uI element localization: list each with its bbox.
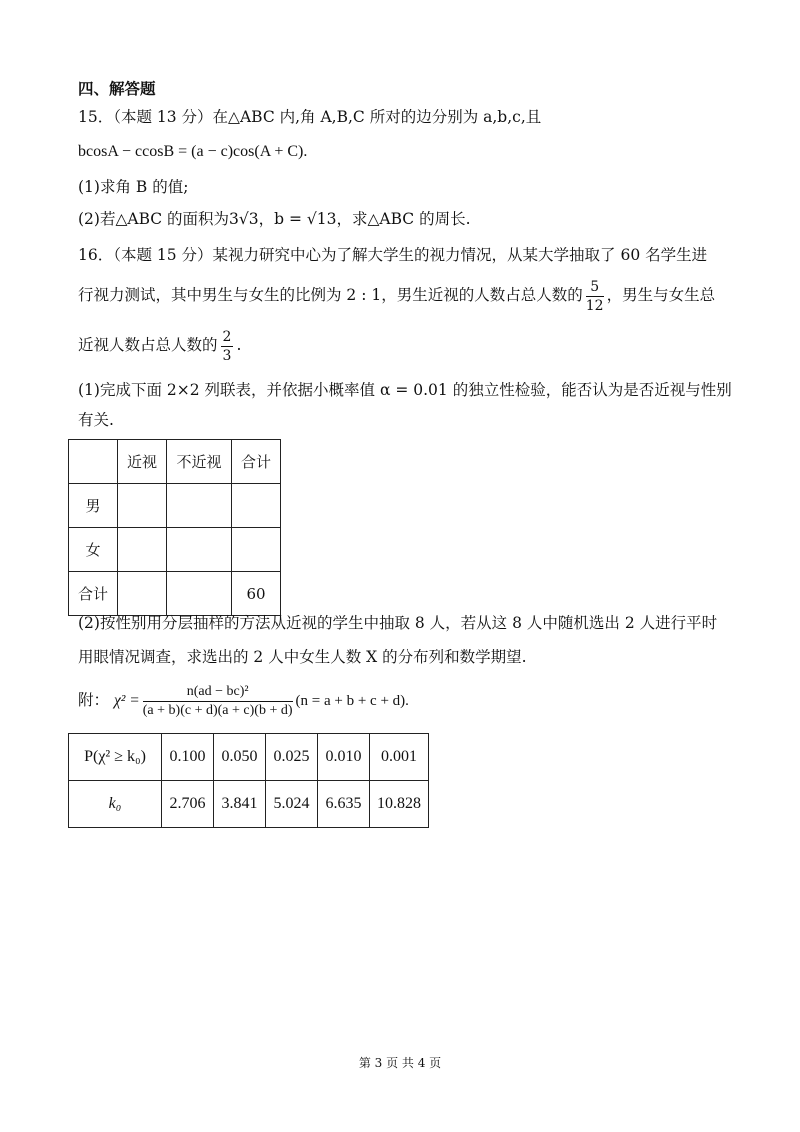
table-row <box>69 484 281 528</box>
table-row-label: 男 <box>69 484 118 528</box>
q16-stem-line2 <box>78 276 715 315</box>
table-row <box>69 734 429 781</box>
table-cell <box>118 572 167 616</box>
table-row-label: 女 <box>69 528 118 572</box>
table-cell <box>167 572 232 616</box>
table-header-cell: 近视 <box>118 440 167 484</box>
table-cell: 5.024 <box>266 781 318 828</box>
fraction-male-myopia <box>586 278 604 315</box>
table-cell <box>232 484 281 528</box>
q15-stem: 15．（本题 13 分）在△ABC 内,角 A,B,C 所对的边分别为 a,b,c,且 <box>78 108 542 126</box>
table-cell: 10.828 <box>370 781 429 828</box>
q16-stem-line1: 16．（本题 15 分）某视力研究中心为了解大学生的视力情况，从某大学抽取了 60 名学生进 <box>78 246 708 264</box>
table-cell: 0.100 <box>162 734 214 781</box>
table-header-cell <box>69 440 118 484</box>
table-header-cell: 不近视 <box>167 440 232 484</box>
q16-stem-line3-tail: . <box>236 336 242 354</box>
q16-stem-line2-text: 行视力测试，其中男生与女生的比例为 2 : 1，男生近视的人数占总人数的 <box>78 286 583 304</box>
q16-part2-line2: 用眼情况调查，求选出的 2 人中女生人数 X 的分布列和数学期望. <box>78 648 527 666</box>
table-cell <box>167 484 232 528</box>
table-cell <box>118 528 167 572</box>
table-cell <box>232 528 281 572</box>
chi-denominator: (a + b)(c + d)(a + c)(b + d) <box>142 702 293 718</box>
table-cell: 2.706 <box>162 781 214 828</box>
table-row-label: P(χ² ≥ k₀) <box>69 734 162 781</box>
chi-fraction <box>143 683 293 720</box>
q16-stem-line3-text: 近视人数占总人数的 <box>78 336 218 354</box>
table-cell: 0.050 <box>214 734 266 781</box>
chi-lhs: χ² = <box>113 692 140 709</box>
chi-condition: (n = a + b + c + d). <box>295 693 409 709</box>
fraction-numerator: 5 <box>586 278 604 297</box>
fraction-total-myopia <box>221 328 234 365</box>
fraction-numerator: 2 <box>222 328 232 345</box>
table-cell: 6.635 <box>318 781 370 828</box>
q16-stem-line3 <box>78 326 241 365</box>
q16-part1-line2: 有关. <box>78 411 114 429</box>
fraction-denominator: 3 <box>222 347 232 364</box>
chi-numerator: n(ad − bc)² <box>143 683 293 702</box>
q16-part1-line1: (1)完成下面 2×2 列联表，并依据小概率值 α = 0.01 的独立性检验，能否认为是否近视与性别 <box>78 381 732 399</box>
contingency-table <box>68 439 281 616</box>
table-row <box>69 781 429 828</box>
q16-stem-line2-tail: ，男生与女生总 <box>606 286 716 304</box>
q15-part2: (2)若△ABC 的面积为3√3，b = √13，求△ABC 的周长. <box>78 210 471 228</box>
table-row-label: 合计 <box>69 572 118 616</box>
q15-part1: (1)求角 B 的值; <box>78 178 189 196</box>
table-row-label: k₀ <box>69 781 162 828</box>
q15-equation: bcosA − ccosB = (a − c)cos(A + C). <box>78 143 308 160</box>
table-row <box>69 572 281 616</box>
table-cell: 3.841 <box>214 781 266 828</box>
table-cell: 0.001 <box>370 734 429 781</box>
appendix-label: 附： <box>78 691 110 709</box>
table-cell: 60 <box>232 572 281 616</box>
fraction-denominator: 12 <box>585 297 604 314</box>
table-cell <box>167 528 232 572</box>
page-footer: 第 3 页 共 4 页 <box>358 1056 442 1070</box>
critical-value-table <box>68 733 429 828</box>
section-title: 四、解答题 <box>78 79 156 98</box>
chi-square-formula <box>78 680 409 721</box>
table-header-cell: 合计 <box>232 440 281 484</box>
table-row <box>69 528 281 572</box>
q16-part2-line1: (2)按性别用分层抽样的方法从近视的学生中抽取 8 人，若从这 8 人中随机选出 2 人进行平时 <box>78 614 718 632</box>
table-cell: 0.010 <box>318 734 370 781</box>
table-header-row <box>69 440 281 484</box>
table-cell: 0.025 <box>266 734 318 781</box>
table-cell <box>118 484 167 528</box>
